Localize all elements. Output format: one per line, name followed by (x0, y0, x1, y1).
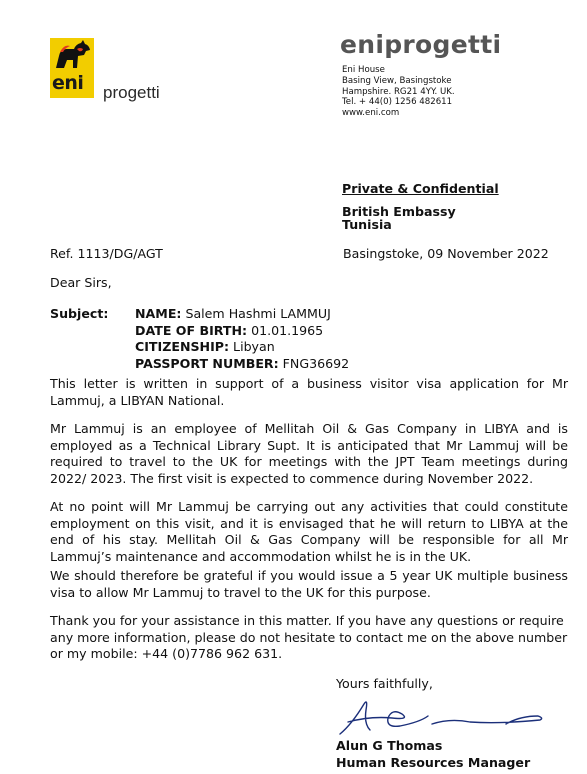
valediction: Yours faithfully, (336, 676, 433, 691)
name-value: Salem Hashmi LAMMUJ (181, 306, 331, 321)
subject-dob-row (135, 323, 349, 340)
logo-subtitle: progetti (103, 83, 160, 102)
brand-name: eniprogetti (340, 30, 502, 59)
paragraph-5: Thank you for your assistance in this matter. If you have any questions or require any more information, please do not hesitate to contact me on the above number or my mobile: +44 (0)7786 962 631. (50, 613, 568, 662)
signer-block (336, 738, 530, 771)
subject-citizenship-row (135, 339, 349, 356)
address-line: Basing View, Basingstoke (342, 75, 452, 86)
recipient-line: Tunisia (342, 216, 392, 232)
citizenship-value: Libyan (229, 339, 275, 355)
recipient-line: British Embassy (342, 204, 456, 219)
dob-value: 01.01.1965 (247, 322, 324, 338)
passport-value: FNG36692 (278, 355, 350, 371)
address-line: Hampshire. RG21 4YY. UK. (342, 86, 455, 97)
subject-name-row (135, 306, 349, 323)
reference: Ref. 1113/DG/AGT (50, 246, 163, 261)
signer-title: Human Resources Manager (336, 754, 531, 770)
signature-image (330, 694, 550, 742)
paragraph-4: We should therefore be grateful if you would issue a 5 year UK multiple business visa to allow Mr Lammuj to travel to the UK for this purpose. (50, 568, 568, 600)
recipient-block (342, 206, 456, 231)
dob-label: DATE OF BIRTH: (135, 322, 248, 338)
address-line: Eni House (342, 65, 385, 75)
address-line: Tel. + 44(0) 1256 482611 (342, 97, 453, 108)
subject-details (135, 306, 349, 372)
place-date: Basingstoke, 09 November 2022 (343, 246, 549, 261)
subject-passport-row (135, 356, 349, 373)
signer-name: Alun G Thomas (336, 738, 443, 753)
citizenship-label: CITIZENSHIP: (135, 339, 230, 355)
subject-label: Subject: (50, 306, 109, 321)
salutation: Dear Sirs, (50, 275, 112, 290)
paragraph-1: This letter is written in support of a business visitor visa application for Mr Lammuj, a LIBYAN National. (50, 376, 568, 408)
dog-logo-icon (50, 38, 94, 74)
address-line: www.eni.com (342, 108, 400, 119)
confidential-label: Private & Confidential (342, 181, 499, 196)
paragraph-3: At no point will Mr Lammuj be carrying out any activities that could constitute employment on this visit, and it is envisaged that he will return to LIBYA at the end of his stay. Mellitah Oil & Gas Company will be responsible for all Mr Lammuj’s maintenance and accommodation whilst he is in the UK. (50, 499, 568, 564)
paragraph-2: Mr Lammuj is an employee of Mellitah Oil & Gas Company in LIBYA and is employed as a Technical Library Supt. It is anticipated that Mr Lammuj will be required to travel to the UK for meetings with the JPT Team meetings during 2022/ 2023. The first visit is expected to commence during November 2022. (50, 421, 568, 486)
company-address (342, 65, 455, 119)
eni-logo (50, 38, 94, 98)
name-label: NAME: (135, 306, 182, 321)
eni-logo-text: eni (52, 72, 84, 94)
passport-label: PASSPORT NUMBER: (135, 355, 279, 371)
